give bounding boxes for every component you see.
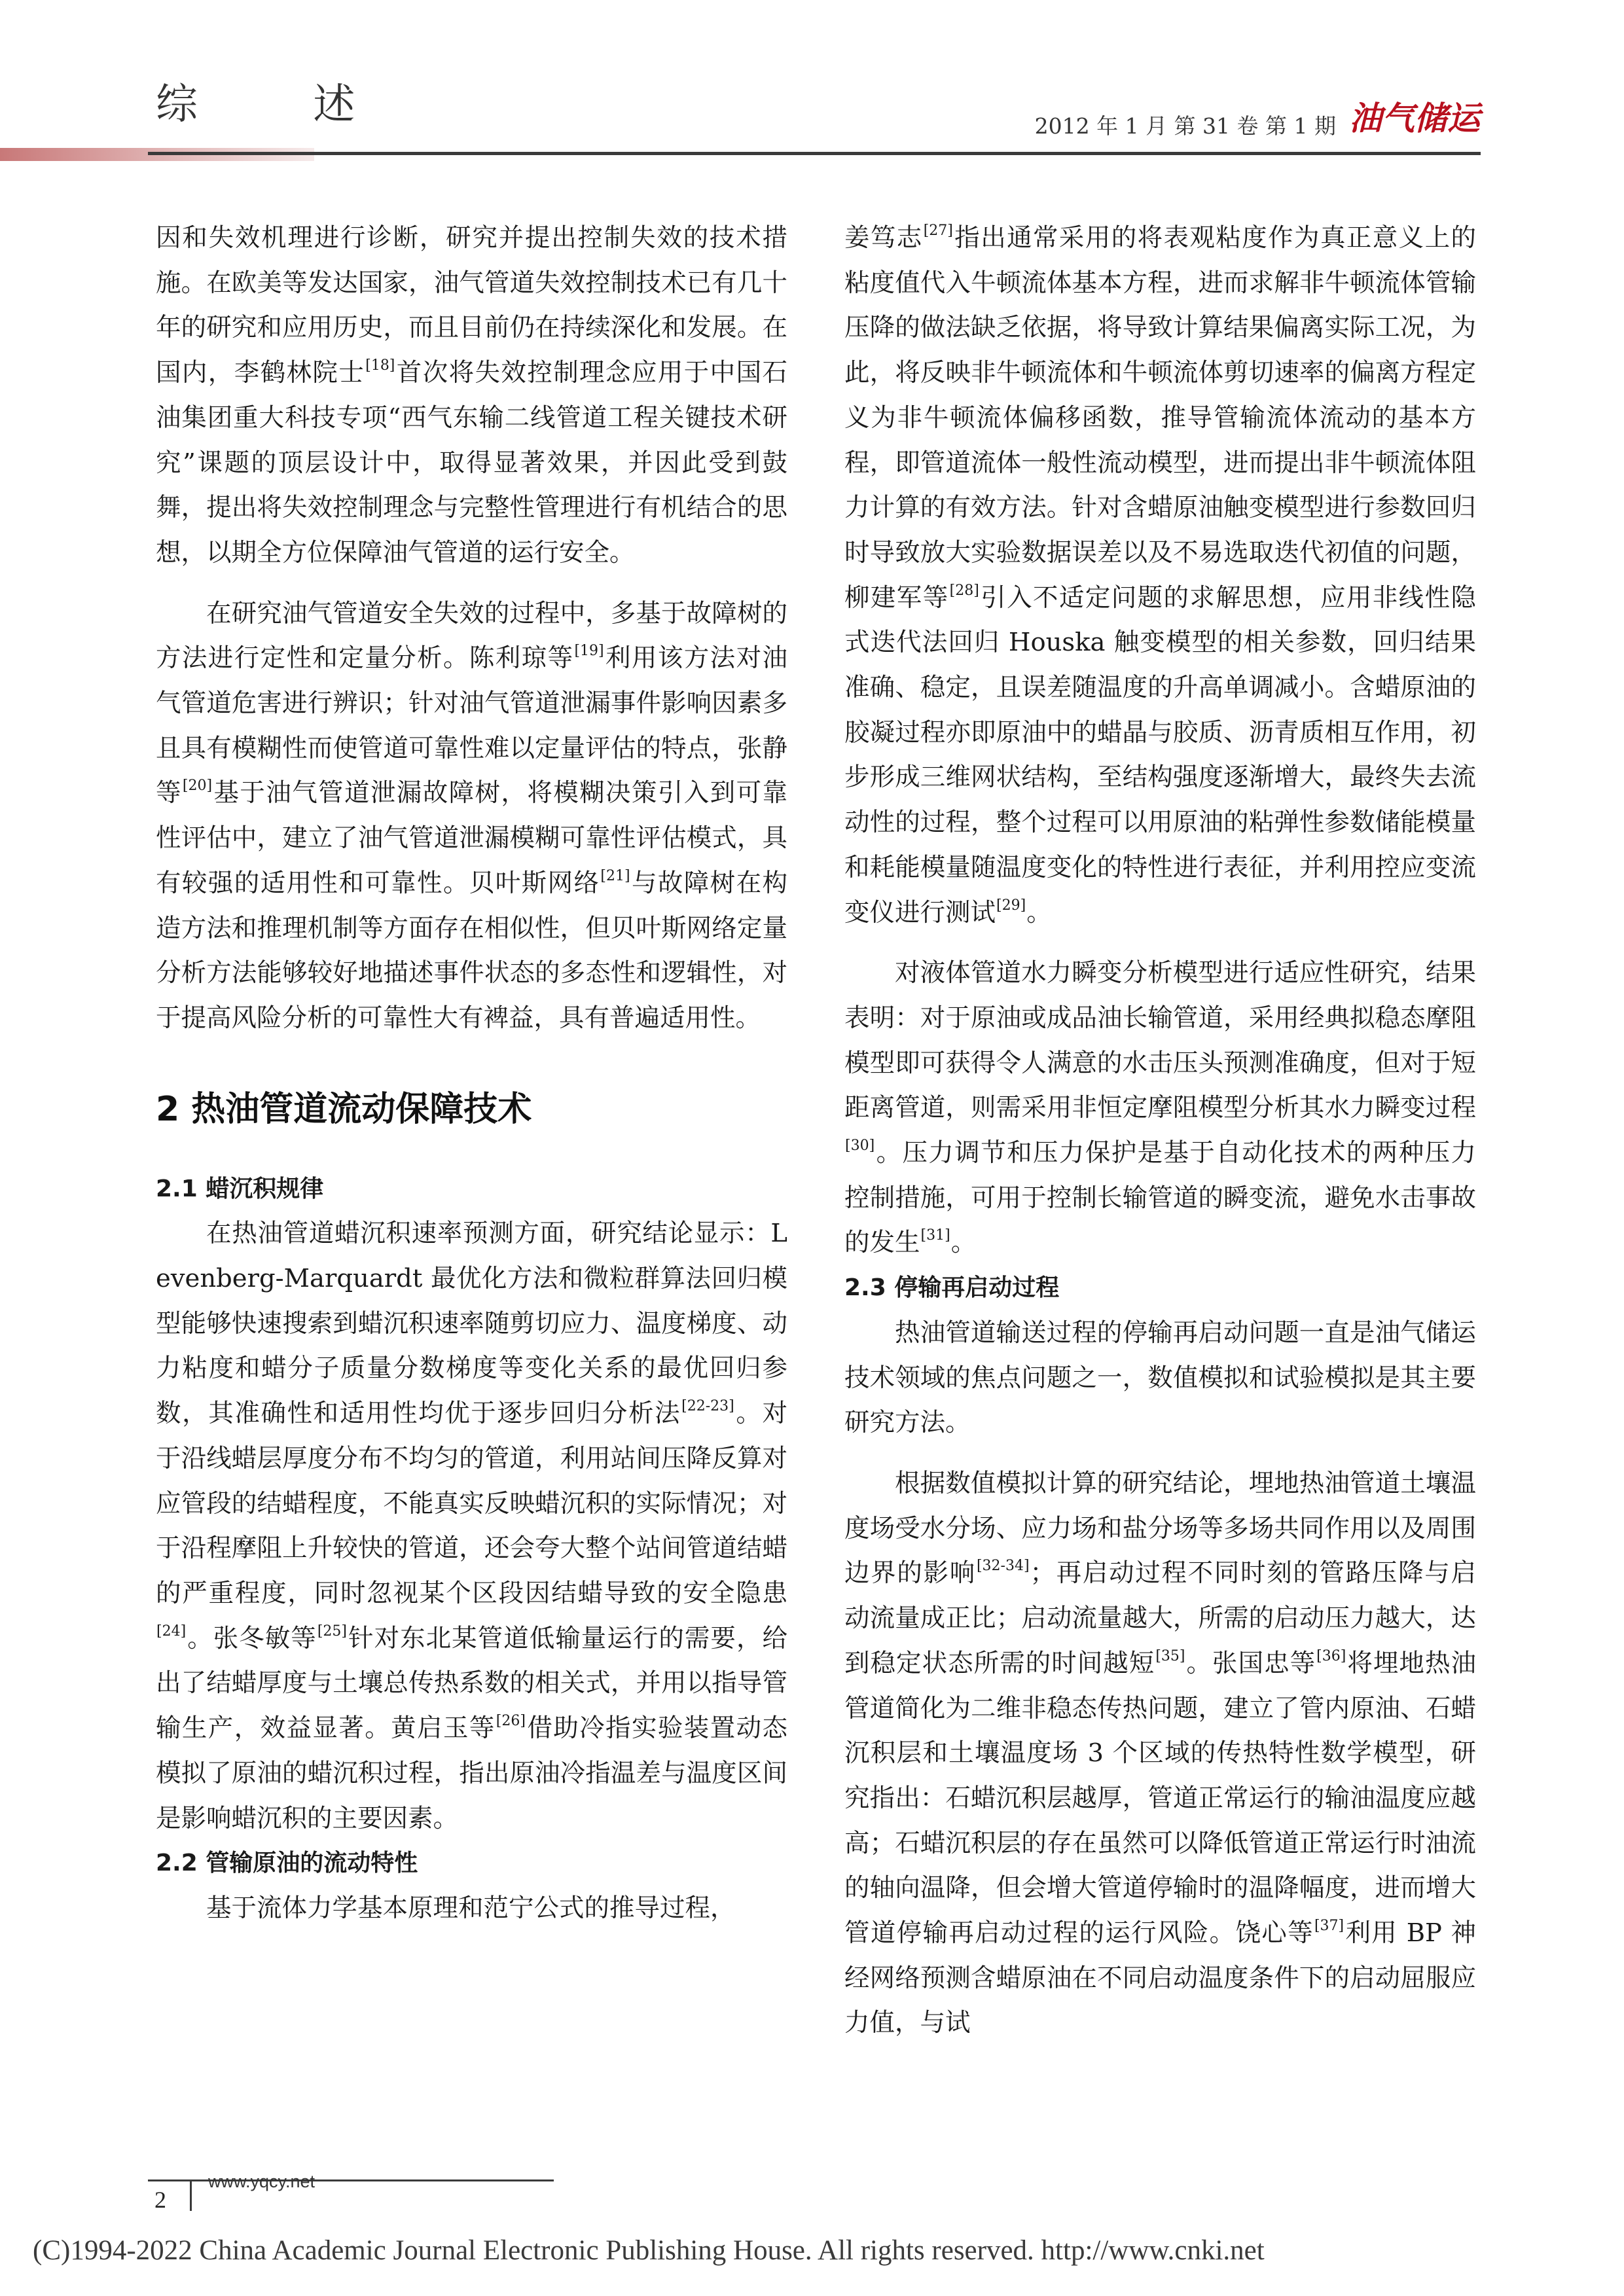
left-column bbox=[156, 216, 787, 1931]
text-run: ；再启动过程不同时刻的管路压降与启动流量成正比；启动流量越大，所需的启动压力越大，达到稳定状态所需的时间越短 bbox=[844, 1558, 1476, 1678]
subsection-heading: 2.2 管输原油的流动特性 bbox=[156, 1850, 418, 1877]
text-run: 基于油气管道泄漏故障树，将模糊决策引入到可靠性评估中，建立了油气管道泄漏模糊可靠性评估模式，具有较强的适用性和可靠性。贝叶斯网络 bbox=[156, 778, 787, 898]
text-run: 在研究油气管道安全失效的过程中，多基于故障树的方法进行定性和定量分析。陈利琼等 bbox=[156, 598, 787, 673]
footer-divider bbox=[190, 2179, 192, 2211]
text-run: 因和失效机理进行诊断，研究并提出控制失效的技术措施。在欧美等发达国家，油气管道失效控制技术已有几十年的研究和应用历史，而且目前仍在持续深化和发展。在国内，李鹤林院士 bbox=[156, 223, 787, 388]
paragraph: 在热油管道蜡沉积速率预测方面，研究结论显示：Levenberg-Marquardt 最优化方法和微粒群算法回归模型能够快速搜索到蜡沉积速率随剪切应力、温度梯度、动力粘度和蜡分子质量分数梯度等变化关系的最优回归参数，其准确性和适用性均优于逐步回归分析法[22-23]。对于沿线蜡层厚度分布不均匀的管道，利用站间压降反算对应管段的结蜡程度，不能真实反映蜡沉积的实际情况；对于沿程摩阻上升较快的管道，还会夸大整个站间管道结蜡的严重程度，同时忽视某个区段因结蜡导致的安全隐患[24]。张冬敏等[25]针对东北某管道低输量运行的需要，给出了结蜡厚度与土壤总传热系数的相关式，并用以指导管输生产，效益显著。黄启玉等[26]借助冷指实验装置动态模拟了原油的蜡沉积过程，指出原油冷指温差与温度区间是影响蜡沉积的主要因素。 bbox=[156, 1219, 787, 1833]
header-rule bbox=[148, 152, 1481, 155]
text-run: 利用该方法对油气管道危害进行辨识；针对油气管道泄漏事件影响因素多且具有模糊性而使管道可靠性难以定量评估的特点，张静等 bbox=[156, 643, 787, 808]
text-run: 针对东北某管道低输量运行的需要，给出了结蜡厚度与土壤总传热系数的相关式，并用以指导管输生产，效益显著。黄启玉等 bbox=[156, 1623, 787, 1744]
journal-website-link[interactable]: www.yqcy.net bbox=[208, 2172, 316, 2191]
text-run: 。 bbox=[950, 1228, 977, 1258]
paragraph: 姜笃志[27]指出通常采用的将表观粘度作为真正意义上的粘度值代入牛顿流体基本方程，进而求解非牛顿流体管输压降的做法缺乏依据，将导致计算结果偏离实际工况，为此，将反映非牛顿流体和牛顿流体剪切速率的偏离方程定义为非牛顿流体偏移函数，推导管输流体流动的基本方程，即管道流体一般性流动模型，进而提出非牛顿流体阻力计算的有效方法。针对含蜡原油触变模型进行参数回归时导致放大实验数据误差以及不易选取迭代初值的问题，柳建军等[28]引入不适定问题的求解思想，应用非线性隐式迭代法回归 Houska 触变模型的相关参数，回归结果准确、稳定，且误差随温度的升高单调减小。含蜡原油的胶凝过程亦即原油中的蜡晶与胶质、沥青质相互作用，初步形成三维网状结构，至结构强度逐渐增大，最终失去流动性的过程，整个过程可以用原油的粘弹性参数储能模量和耗能模量随温度变化的特性进行表征，并利用控应变流变仪进行测试[29]。 bbox=[844, 223, 1476, 927]
section-heading: 2 热油管道流动保障技术 bbox=[156, 1089, 532, 1129]
paragraph: 热油管道输送过程的停输再启动问题一直是油气储运技术领域的焦点问题之一，数值模拟和试验模拟是其主要研究方法。 bbox=[844, 1318, 1476, 1438]
section-label: 综 述 bbox=[156, 81, 406, 129]
text-run: 。对于沿线蜡层厚度分布不均匀的管道，利用站间压降反算对应管段的结蜡程度，不能真实反映蜡沉积的实际情况；对于沿程摩阻上升较快的管道，还会夸大整个站间管道结蜡的严重程度，同时忽视某个区段因结蜡导致的安全隐患 bbox=[156, 1399, 787, 1608]
text-run: 首次将失效控制理念应用于中国石油集团重大科技专项“西气东输二线管道工程关键技术研究”课题的顶层设计中，取得显著效果，并因此受到鼓舞，提出将失效控制理念与完整性管理进行有机结合的思想，以期全方位保障油气管道的运行安全。 bbox=[156, 358, 787, 567]
paragraph: 因和失效机理进行诊断，研究并提出控制失效的技术措施。在欧美等发达国家，油气管道失效控制技术已有几十年的研究和应用历史，而且目前仍在持续深化和发展。在国内，李鹤林院士[18]首次将失效控制理念应用于中国石油集团重大科技专项“西气东输二线管道工程关键技术研究”课题的顶层设计中，取得显著效果，并因此受到鼓舞，提出将失效控制理念与完整性管理进行有机结合的思想，以期全方位保障油气管道的运行安全。 bbox=[156, 223, 787, 567]
copyright-notice: (C)1994-2022 China Academic Journal Electronic Publishing House. All rights reserved. http://www.cnki.net bbox=[33, 2235, 1265, 2266]
text-run: 对液体管道水力瞬变分析模型进行适应性研究，结果表明：对于原油或成品油长输管道，采用经典拟稳态摩阻模型即可获得令人满意的水击压头预测准确度，但对于短距离管道，则需采用非恒定摩阻模型分析其水力瞬变过程 bbox=[844, 958, 1476, 1123]
text-run: 与故障树在构造方法和推理机制等方面存在相似性，但贝叶斯网络定量分析方法能够较好地描述事件状态的多态性和逻辑性，对于提高风险分析的可靠性大有裨益，具有普遍适用性。 bbox=[156, 868, 787, 1033]
text-run: 利用 BP 神经网络预测含蜡原油在不同启动温度条件下的启动屈服应力值，与试 bbox=[844, 1918, 1476, 2038]
subsection-heading: 2.1 蜡沉积规律 bbox=[156, 1175, 324, 1202]
paragraph: 基于流体力学基本原理和范宁公式的推导过程， bbox=[206, 1893, 736, 1923]
text-run: 指出通常采用的将表观粘度作为真正意义上的粘度值代入牛顿流体基本方程，进而求解非牛顿流体管输压降的做法缺乏依据，将导致计算结果偏离实际工况，为此，将反映非牛顿流体和牛顿流体剪切速率的偏离方程定义为非牛顿流体偏移函数，推导管输流体流动的基本方程，即管道流体一般性流动模型，进而提出非牛顿流体阻力计算的有效方法。针对含蜡原油触变模型进行参数回归时导致放大实验数据误差以及不易选取迭代初值的问题，柳建军等 bbox=[844, 223, 1476, 613]
subsection-heading: 2.3 停输再启动过程 bbox=[844, 1274, 1060, 1302]
right-column bbox=[844, 216, 1476, 2046]
paragraph: 根据数值模拟计算的研究结论，埋地热油管道土壤温度场受水分场、应力场和盐分场等多场共同作用以及周围边界的影响[32-34]；再启动过程不同时刻的管路压降与启动流量成正比；启动流量越大，所需的启动压力越大，达到稳定状态所需的时间越短[35]。张国忠等[36]将埋地热油管道简化为二维非稳态传热问题，建立了管内原油、石蜡沉积层和土壤温度场 3 个区域的传热特性数学模型，研究指出：石蜡沉积层越厚，管道正常运行的输油温度应越高；石蜡沉积层的存在虽然可以降低管道正常运行时油流的轴向温降，但会增大管道停输时的温降幅度，进而增大管道停输再启动过程的运行风险。饶心等[37]利用 BP 神经网络预测含蜡原油在不同启动温度条件下的启动屈服应力值，与试 bbox=[844, 1468, 1476, 2038]
paragraph: 在研究油气管道安全失效的过程中，多基于故障树的方法进行定性和定量分析。陈利琼等[19]利用该方法对油气管道危害进行辨识；针对油气管道泄漏事件影响因素多且具有模糊性而使管道可靠性难以定量评估的特点，张静等[20]基于油气管道泄漏故障树，将模糊决策引入到可靠性评估中，建立了油气管道泄漏模糊可靠性评估模式，具有较强的适用性和可靠性。贝叶斯网络[21]与故障树在构造方法和推理机制等方面存在相似性，但贝叶斯网络定量分析方法能够较好地描述事件状态的多态性和逻辑性，对于提高风险分析的可靠性大有裨益，具有普遍适用性。 bbox=[156, 598, 787, 1033]
text-run: 借助冷指实验装置动态模拟了原油的蜡沉积过程，指出原油冷指温差与温度区间是影响蜡沉积的主要因素。 bbox=[156, 1713, 787, 1833]
paragraph: 对液体管道水力瞬变分析模型进行适应性研究，结果表明：对于原油或成品油长输管道，采用经典拟稳态摩阻模型即可获得令人满意的水击压头预测准确度，但对于短距离管道，则需采用非恒定摩阻模型分析其水力瞬变过程[30]。压力调节和压力保护是基于自动化技术的两种压力控制措施，可用于控制长输管道的瞬变流，避免水击事故的发生[31]。 bbox=[844, 958, 1476, 1258]
text-run: 引入不适定问题的求解思想，应用非线性隐式迭代法回归 Houska 触变模型的相关参数，回归结果准确、稳定，且误差随温度的升高单调减小。含蜡原油的胶凝过程亦即原油中的蜡晶与胶质、沥青质相互作用，初步形成三维网状结构，至结构强度逐渐增大，最终失去流动性的过程，整个过程可以用原油的粘弹性参数储能模量和耗能模量随温度变化的特性进行表征，并利用控应变流变仪进行测试 bbox=[844, 583, 1476, 927]
text-run: 。张冬敏等 bbox=[187, 1623, 317, 1653]
text-run: 将埋地热油管道简化为二维非稳态传热问题，建立了管内原油、石蜡沉积层和土壤温度场 3 个区域的传热特性数学模型，研究指出：石蜡沉积层越厚，管道正常运行的输油温度应越高；石蜡沉积层的存在虽然可以降低管道正常运行时油流的轴向温降，但会增大管道停输时的温降幅度，进而增大管道停输再启动过程的运行风险。饶心等 bbox=[844, 1648, 1476, 1948]
text-run: 。张国忠等 bbox=[1185, 1648, 1316, 1678]
text-run: 在热油管道蜡沉积速率预测方面，研究结论显示：Levenberg-Marquardt 最优化方法和微粒群算法回归模型能够快速搜索到蜡沉积速率随剪切应力、温度梯度、动力粘度和蜡分子质量分数梯度等变化关系的最优回归参数，其准确性和适用性均优于逐步回归分析法 bbox=[156, 1219, 787, 1429]
journal-logo: 油气储运 bbox=[1349, 99, 1480, 137]
text-run: 根据数值模拟计算的研究结论，埋地热油管道土壤温度场受水分场、应力场和盐分场等多场共同作用以及周围边界的影响 bbox=[844, 1468, 1476, 1588]
text-run: 。 bbox=[1026, 897, 1052, 927]
text-run: 。压力调节和压力保护是基于自动化技术的两种压力控制措施，可用于控制长输管道的瞬变流，避免水击事故的发生 bbox=[844, 1138, 1476, 1258]
page-number: 2 bbox=[154, 2187, 166, 2213]
issue-info: 2012 年 1 月 第 31 卷 第 1 期 bbox=[1034, 113, 1336, 139]
text-run: 姜笃志 bbox=[844, 223, 923, 253]
